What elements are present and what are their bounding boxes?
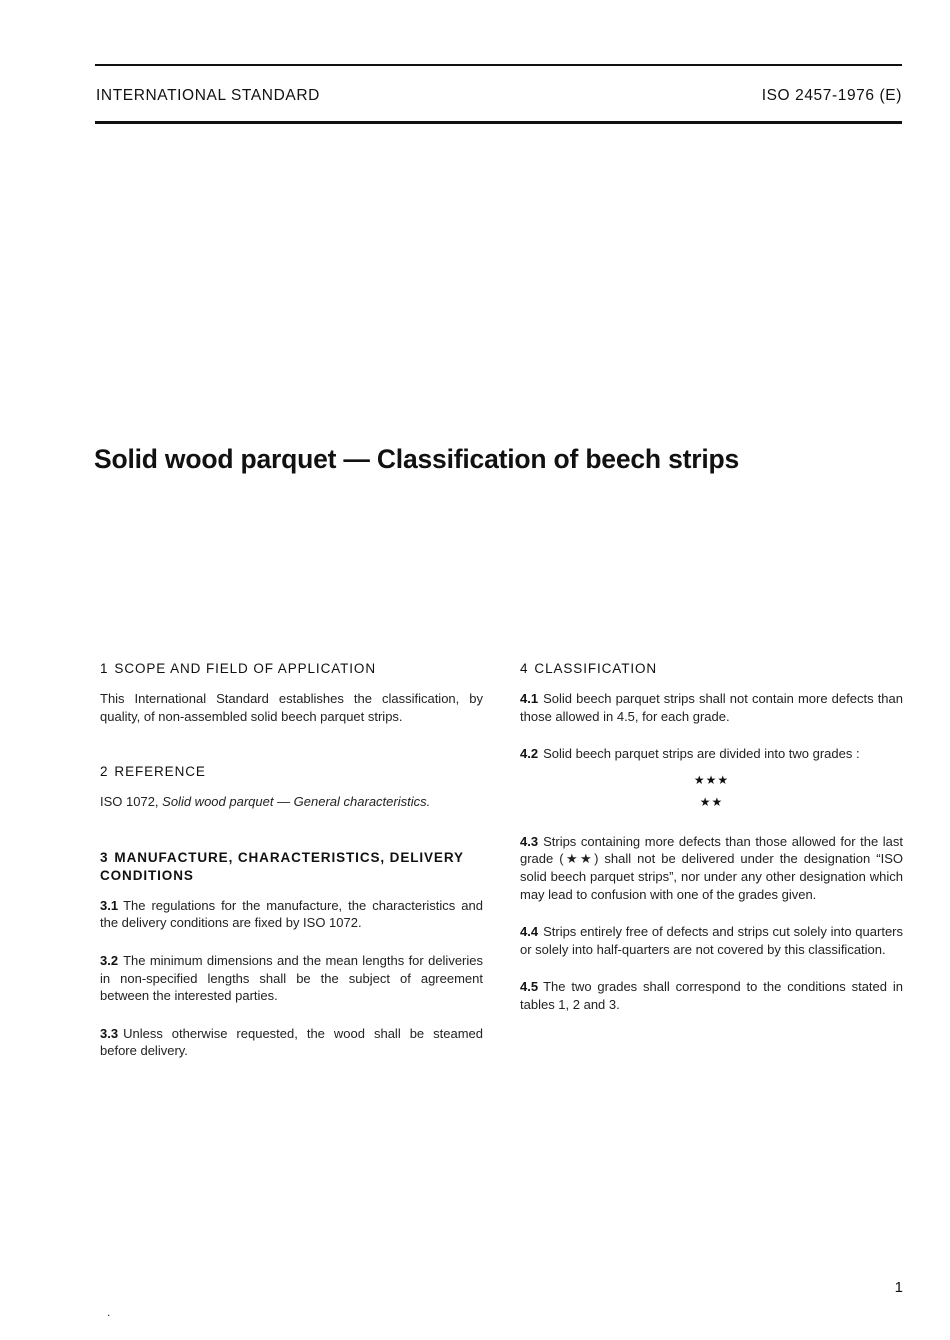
grade-two-star: ★★	[699, 794, 724, 809]
clause-text: Unless otherwise requested, the wood shall be steamed before delivery.	[100, 1025, 483, 1059]
clause-number: 4.4	[520, 924, 539, 940]
clause-4-3	[520, 833, 903, 903]
document-title: Solid wood parquet — Classification of beech strips	[94, 444, 740, 474]
reference-paragraph	[100, 793, 483, 811]
clause-text: Strips containing more defects than those allowed for the last grade (★★) shall not be delivered under the designation “ISO solid beech parquet strips”, nor under any other designation which may lead to confusion with one of the grades given.	[520, 833, 903, 902]
right-column	[520, 660, 903, 1014]
clause-number: 4.2	[520, 746, 539, 762]
clause-text: The regulations for the manufacture, the characteristics and the delivery conditions are fixed by ISO 1072.	[100, 897, 483, 931]
section-number: 4	[520, 661, 529, 676]
section-title: SCOPE AND FIELD OF APPLICATION	[114, 661, 376, 676]
scope-paragraph: This International Standard establishes the classification, by quality, of non-assembled solid beech parquet strips.	[100, 691, 483, 724]
clause-4-2	[520, 745, 903, 763]
header-top-rule	[95, 64, 902, 66]
clause-number: 3.1	[100, 897, 119, 913]
reference-title: Solid wood parquet — General characteristics.	[162, 794, 431, 810]
clause-number: 4.1	[520, 691, 539, 706]
standard-number: ISO 2457-1976 (E)	[761, 87, 902, 104]
clause-number: 3.2	[100, 952, 119, 968]
clause-3-3	[100, 1025, 483, 1060]
clause-number: 3.3	[100, 1025, 119, 1041]
section-1-heading	[100, 660, 483, 678]
page-number: 1	[894, 1279, 903, 1296]
header-bottom-rule	[95, 121, 902, 124]
section-4-heading	[520, 660, 903, 678]
section-number: 3	[100, 849, 109, 865]
document-type-label: INTERNATIONAL STANDARD	[96, 87, 320, 104]
clause-number: 4.5	[520, 979, 539, 995]
clause-3-1	[100, 897, 483, 932]
grade-three-star: ★★★	[693, 772, 730, 787]
section-3-heading	[100, 849, 483, 885]
clause-text: Strips entirely free of defects and strips cut solely into quarters or solely into half-quarters are not covered by this classification.	[520, 924, 903, 957]
reference-prefix: ISO 1072,	[100, 794, 163, 810]
grade-list	[520, 769, 903, 813]
clause-4-5	[520, 978, 903, 1013]
section-number: 1	[100, 661, 109, 676]
clause-text: The minimum dimensions and the mean lengths for deliveries in non-specified lengths shall be the subject of agreement between the interested parties.	[100, 952, 483, 1004]
clause-3-2	[100, 952, 483, 1005]
clause-4-4	[520, 923, 903, 958]
clause-text: The two grades shall correspond to the conditions stated in tables 1, 2 and 3.	[520, 979, 903, 1012]
clause-text: Solid beech parquet strips are divided into two grades :	[543, 746, 860, 762]
section-number: 2	[100, 764, 109, 780]
section-2-heading	[100, 763, 483, 781]
section-title: MANUFACTURE, CHARACTERISTICS, DELIVERY CONDITIONS	[100, 849, 464, 883]
section-title: CLASSIFICATION	[534, 661, 658, 676]
clause-text: Solid beech parquet strips shall not contain more defects than those allowed in 4.5, for each grade.	[520, 691, 903, 724]
footer-mark: .	[107, 1305, 111, 1319]
section-title: REFERENCE	[114, 764, 206, 780]
clause-number: 4.3	[520, 833, 539, 849]
left-column	[100, 660, 483, 1060]
clause-4-1	[520, 690, 903, 725]
